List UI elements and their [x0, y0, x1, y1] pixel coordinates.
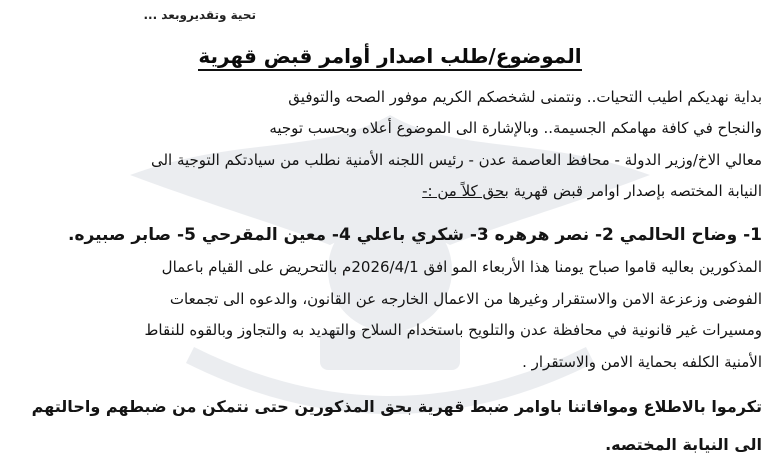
- greeting-text: تحية وتقديروبعد ...: [143, 8, 256, 22]
- body-line-9: الأمنية الكلفه بحماية الامن والاستقرار .: [522, 353, 762, 371]
- request-line-1: تكرموا بالاطلاع وموافاتنا باوامر ضبط قهرية بحق المذكورين حتى نتمكن من ضبطهم واحالتهم: [31, 397, 762, 416]
- subject-text: الموضوع/طلب اصدار أوامر قبض قهرية: [198, 44, 581, 71]
- subject-heading: [0, 44, 780, 71]
- body-line-7: الفوضى وزعزعة الامن والاستقرار وغيرها من الاعمال الخارجه عن القانون، والدعوه الى تجمعات: [169, 290, 762, 308]
- body-line-3: معالي الاخ/وزير الدولة - محافظ العاصمة عدن - رئيس اللجنه الأمنية نطلب من سيادتكم التوجية الى: [150, 151, 762, 169]
- body-line-6: المذكورين بعاليه قاموا صباح يومنا هذا الأربعاء المو افق 2026/4/1م بالتحريض على القيام باعمال: [161, 258, 762, 276]
- accused-names-list: 1- وضاح الحالمي 2- نصر هرهره 3- شكري باعلي 4- معين المقرحي 5- صابر صبيره.: [68, 225, 762, 245]
- body-line-2: والنجاح في كافة مهامكم الجسيمة.. وبالإشارة الى الموضوع أعلاه وبحسب توجيه: [269, 119, 762, 137]
- body-line-1: بداية نهديكم اطيب التحيات.. ونتمنى لشخصكم الكريم موفور الصحه والتوفيق: [288, 88, 762, 106]
- body-line-4-text: النيابة المختصه بإصدار اوامر قبض قهرية: [513, 182, 762, 200]
- request-line-2: الى النيابة المختصه.: [605, 435, 762, 454]
- body-line-4-underlined: بحق كلاً من :-: [422, 182, 509, 200]
- body-line-8: ومسيرات غير قانونية في محافظة عدن والتلويح باستخدام السلاح والتهديد به والتجاوز وبالقوه للنقاط: [144, 321, 762, 339]
- body-line-4: [422, 180, 762, 202]
